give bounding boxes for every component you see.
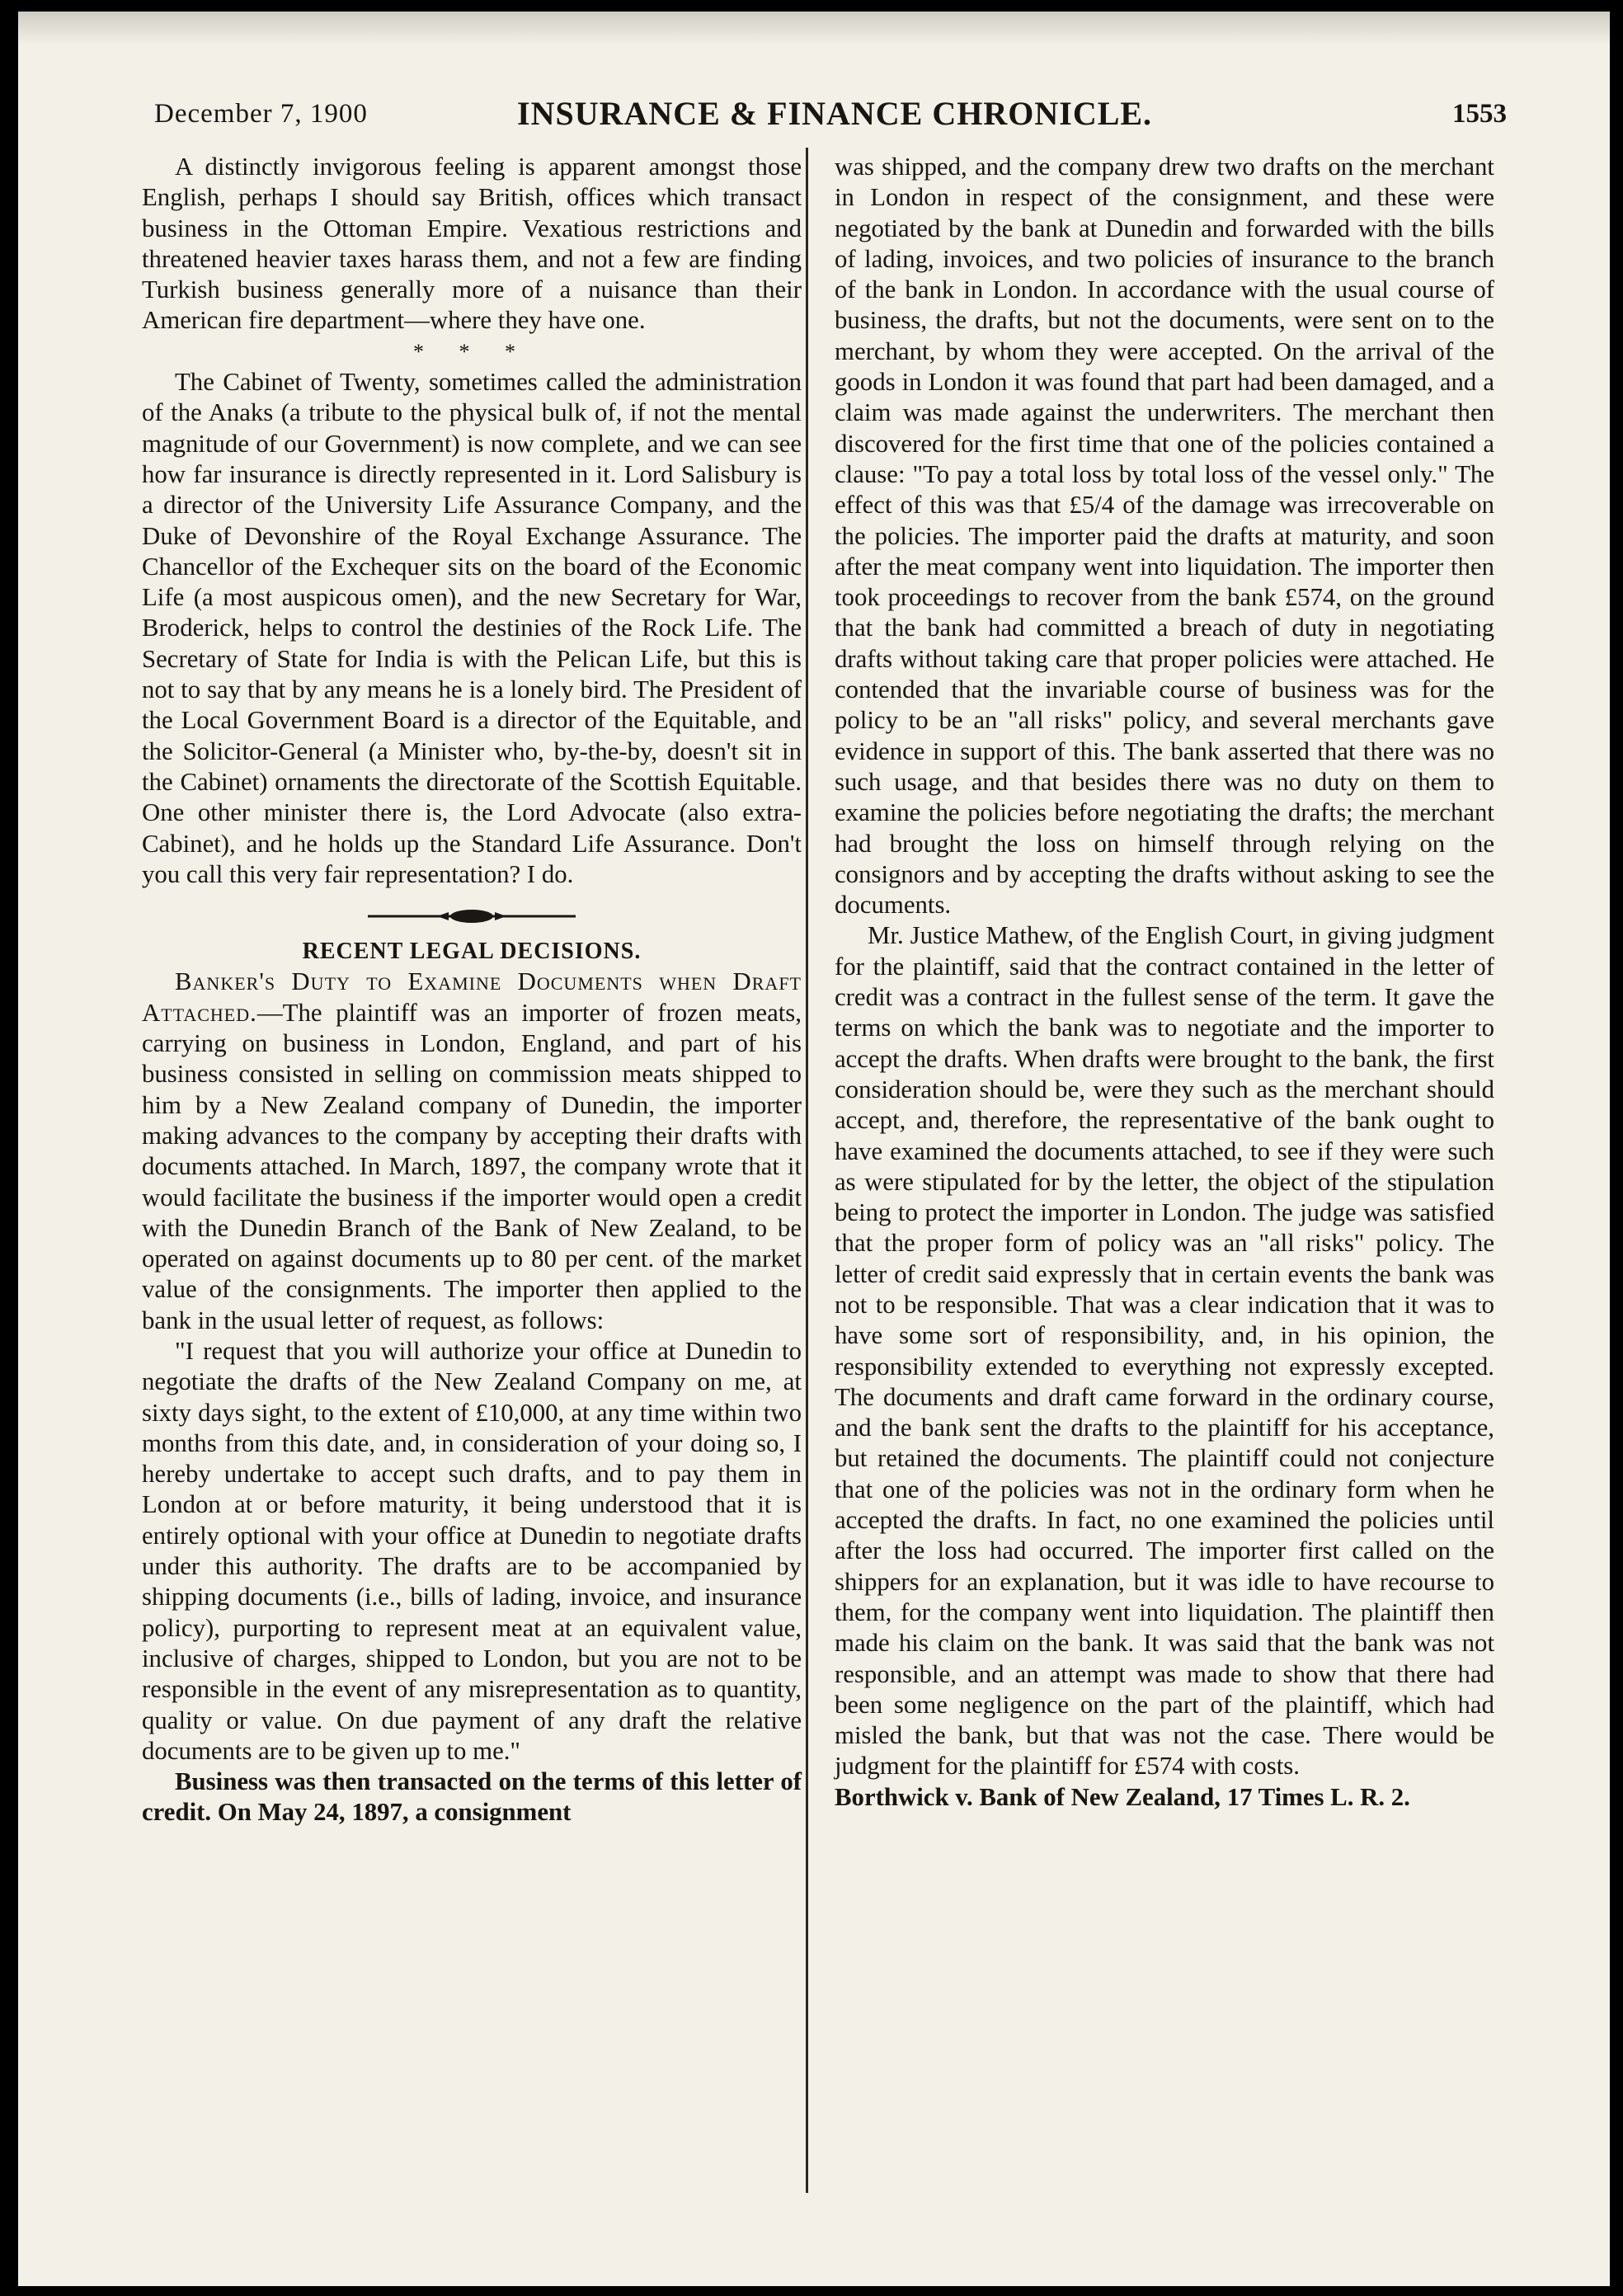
case-intro-text: —The plaintiff was an importer of frozen meats, carrying on business in London, England, and part of his business consisted in selling on commission meats shipped to him by a New Zealand company of Dunedin, the importer making advances to the company by accepting their drafts with documents attached. In March, 1897, the company wrote that it would facilitate the business if the importer would open a credit with the Dunedin Branch of the Bank of New Zealand, to be operated on against documents up to 80 per cent. of the market value of the consignments. The importer then applied to the bank in the usual letter of request, as follows:: [142, 998, 802, 1334]
case-title: Banker's Duty to Examine Documents when Draft Attached.: [142, 967, 802, 1027]
header-title: INSURANCE & FINANCE CHRONICLE.: [517, 95, 1153, 132]
left-column: [142, 152, 802, 1828]
paragraph-ottoman: A distinctly invigorous feeling is apparent amongst those English, perhaps I should say British, offices which transact business in the Ottoman Empire. Vexatious restrictions and threatened heavier taxes harass them, and not a few are finding Turkish business generally more of a nuisance than their American fire department—where they have one.: [142, 153, 802, 335]
section-separator-stars: * * *: [413, 339, 530, 364]
page-header: [154, 94, 1507, 132]
right-column: [835, 152, 1494, 1813]
case-citation: Borthwick v. Bank of New Zealand, 17 Times L. R. 2.: [835, 1782, 1410, 1811]
column-divider: [806, 148, 808, 2193]
paragraph-case-intro: [142, 967, 802, 1336]
paragraph-consignment-continued: was shipped, and the company drew two drafts on the merchant in London in respect of the consignment, and these were negotiated by the bank at Dunedin and forwarded with the bills of lading, invoices, and two policies of insurance to the branch of the bank in London. In accordance with the usual course of business, the drafts, but not the documents, were sent on to the merchant, by whom they were accepted. On the arrival of the goods in London it was found that part had been damaged, and a claim was made against the underwriters. The merchant then discovered for the first time that one of the policies contained a clause: "To pay a total loss by total loss of the vessel only." The effect of this was that £5/4 of the damage was irrecoverable on the policies. The importer paid the drafts at maturity, and soon after the meat company went into liquidation. The importer then took proceedings to recover from the bank £574, on the ground that the bank had committed a breach of duty in negotiating drafts without taking care that proper policies were attached. He contended that the invariable course of business was for the policy to be an "all risks" policy, and several merchants gave evidence in support of this. The bank asserted that there was no such usage, and that besides there was no duty on them to examine the policies before negotiating the drafts; the merchant had brought the loss on himself through relying on the consignors and by accepting the drafts without asking to see the documents.: [835, 153, 1494, 920]
paragraph-business-transacted: Business was then transacted on the terms of this letter of credit. On May 24, 1897, a consignment: [142, 1767, 802, 1827]
header-page-number: 1553: [1452, 99, 1507, 129]
header-date: December 7, 1900: [154, 99, 368, 129]
letter-of-request-quote: "I request that you will authorize your office at Dunedin to negotiate the drafts of the New Zealand Company on me, at sixty days sight, to the extent of £10,000, at any time within two months from this date, and, in consideration of your doing so, I hereby undertake to accept such drafts, and to pay them in London at or before maturity, it being understood that it is entirely optional with your office at Dunedin to negotiate drafts under this authority. The drafts are to be accompanied by shipping documents (i.e., bills of lading, invoice, and insurance policy), purporting to represent meat at an equivalent value, inclusive of charges, shipped to London, but you are not to be responsible in the event of any misrepresentation as to quantity, quality or value. On due payment of any draft the relative documents are to be given up to me.": [142, 1336, 802, 1765]
ornament-divider-icon: [365, 908, 579, 925]
paragraph-judgment: Mr. Justice Mathew, of the English Court, in giving judgment for the plaintiff, said that the contract contained in the letter of credit was a contract in the fullest sense of the term. It gave the terms on which the bank was to negotiate and the importer to accept the drafts. When drafts were brought to the bank, the first consideration should be, were they such as the merchant should accept, and, therefore, the representative of the bank ought to have examined the documents attached, to see if they were such as were stipulated for by the letter, the object of the stipulation being to protect the importer in London. The judge was satisfied that the proper form of policy was an "all risks" policy. The letter of credit said expressly that in certain events the bank was not to be responsible. That was a clear indication that it was to have some sort of responsibility, and, in his opinion, the responsibility extended to everything not expressly excepted. The documents and draft came forward in the ordinary course, and the bank sent the drafts to the plaintiff for his acceptance, but retained the documents. The plaintiff could not conjecture that one of the policies was not in the ordinary form when he accepted the drafts. In fact, no one examined the policies until after the loss had occurred. The importer first called on the shippers for an explanation, but it was idle to have recourse to them, for the company went into liquidation. The plaintiff then made his claim on the bank. It was said that the bank was not responsible, and an attempt was made to show that there had been some negligence on the part of the plaintiff, which had misled the bank, but that was not the case. There would be judgment for the plaintiff for £574 with costs.: [835, 921, 1494, 1781]
page-edge-shadow: [18, 12, 1610, 45]
newspaper-page: [18, 12, 1610, 2286]
paragraph-cabinet: The Cabinet of Twenty, sometimes called the administration of the Anaks (a tribute to the physical bulk of, if not the mental magnitude of our Government) is now complete, and we can see how far insurance is directly represented in it. Lord Salisbury is a director of the University Life Assurance Company, and the Duke of Devonshire of the Royal Exchange Assurance. The Chancellor of the Exchequer sits on the board of the Economic Life (a most auspicous omen), and the new Secretary for War, Broderick, helps to control the destinies of the Rock Life. The Secretary of State for India is with the Pelican Life, but this is not to say that by any means he is a lonely bird. The President of the Local Government Board is a director of the Equitable, and the Solicitor-General (a Minister who, by-the-by, doesn't sit in the Cabinet) ornaments the directorate of the Scottish Equitable. One other minister there is, the Lord Advocate (also extra-Cabinet), and he holds up the Standard Life Assurance. Don't you call this very fair representation? I do.: [142, 368, 802, 888]
section-heading-legal-decisions: RECENT LEGAL DECISIONS.: [302, 939, 642, 965]
